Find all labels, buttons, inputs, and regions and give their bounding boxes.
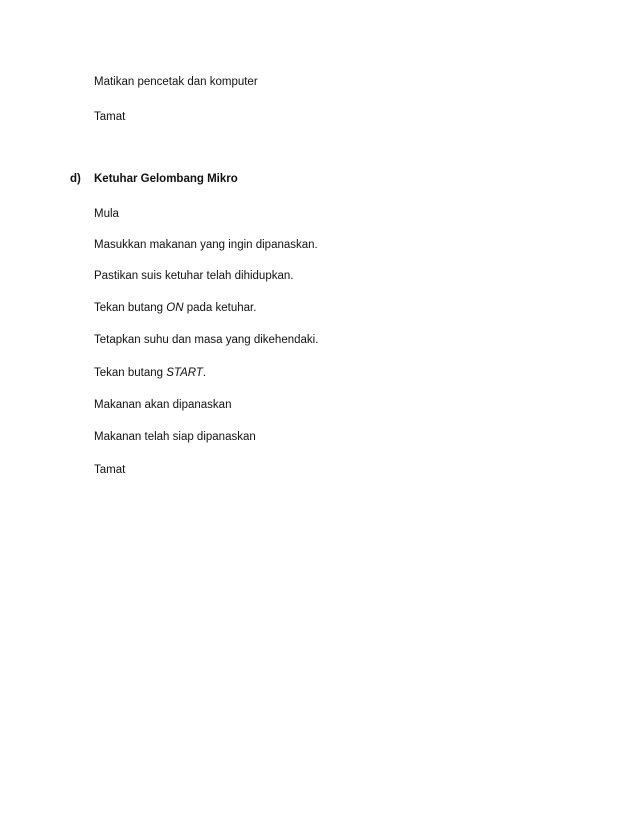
- step-tamat: Tamat: [94, 464, 126, 476]
- step-tekan-start-emph: START: [166, 367, 203, 379]
- step-tekan-on-suffix: pada ketuhar.: [183, 302, 257, 314]
- step-mula: Mula: [94, 208, 119, 220]
- step-tekan-on-prefix: Tekan butang: [94, 302, 167, 314]
- section-heading: [70, 172, 238, 186]
- step-matikan-pencetak: Matikan pencetak dan komputer: [94, 76, 258, 88]
- step-tamat-previous: Tamat: [94, 111, 126, 123]
- step-pastikan-suis: Pastikan suis ketuhar telah dihidupkan.: [94, 270, 294, 282]
- step-masukkan-makanan: Masukkan makanan yang ingin dipanaskan.: [94, 239, 318, 251]
- step-makanan-siap: Makanan telah siap dipanaskan: [94, 431, 256, 443]
- step-tekan-on-emph: ON: [166, 302, 184, 314]
- step-tekan-start-suffix: .: [202, 367, 207, 379]
- section-marker: d): [70, 173, 81, 185]
- step-tetapkan-suhu: Tetapkan suhu dan masa yang dikehendaki.: [94, 334, 319, 346]
- step-tekan-start-prefix: Tekan butang: [94, 367, 167, 379]
- step-tekan-on: [94, 301, 256, 315]
- step-makanan-akan: Makanan akan dipanaskan: [94, 399, 232, 411]
- section-title: Ketuhar Gelombang Mikro: [94, 173, 238, 185]
- step-tekan-start: [94, 366, 206, 380]
